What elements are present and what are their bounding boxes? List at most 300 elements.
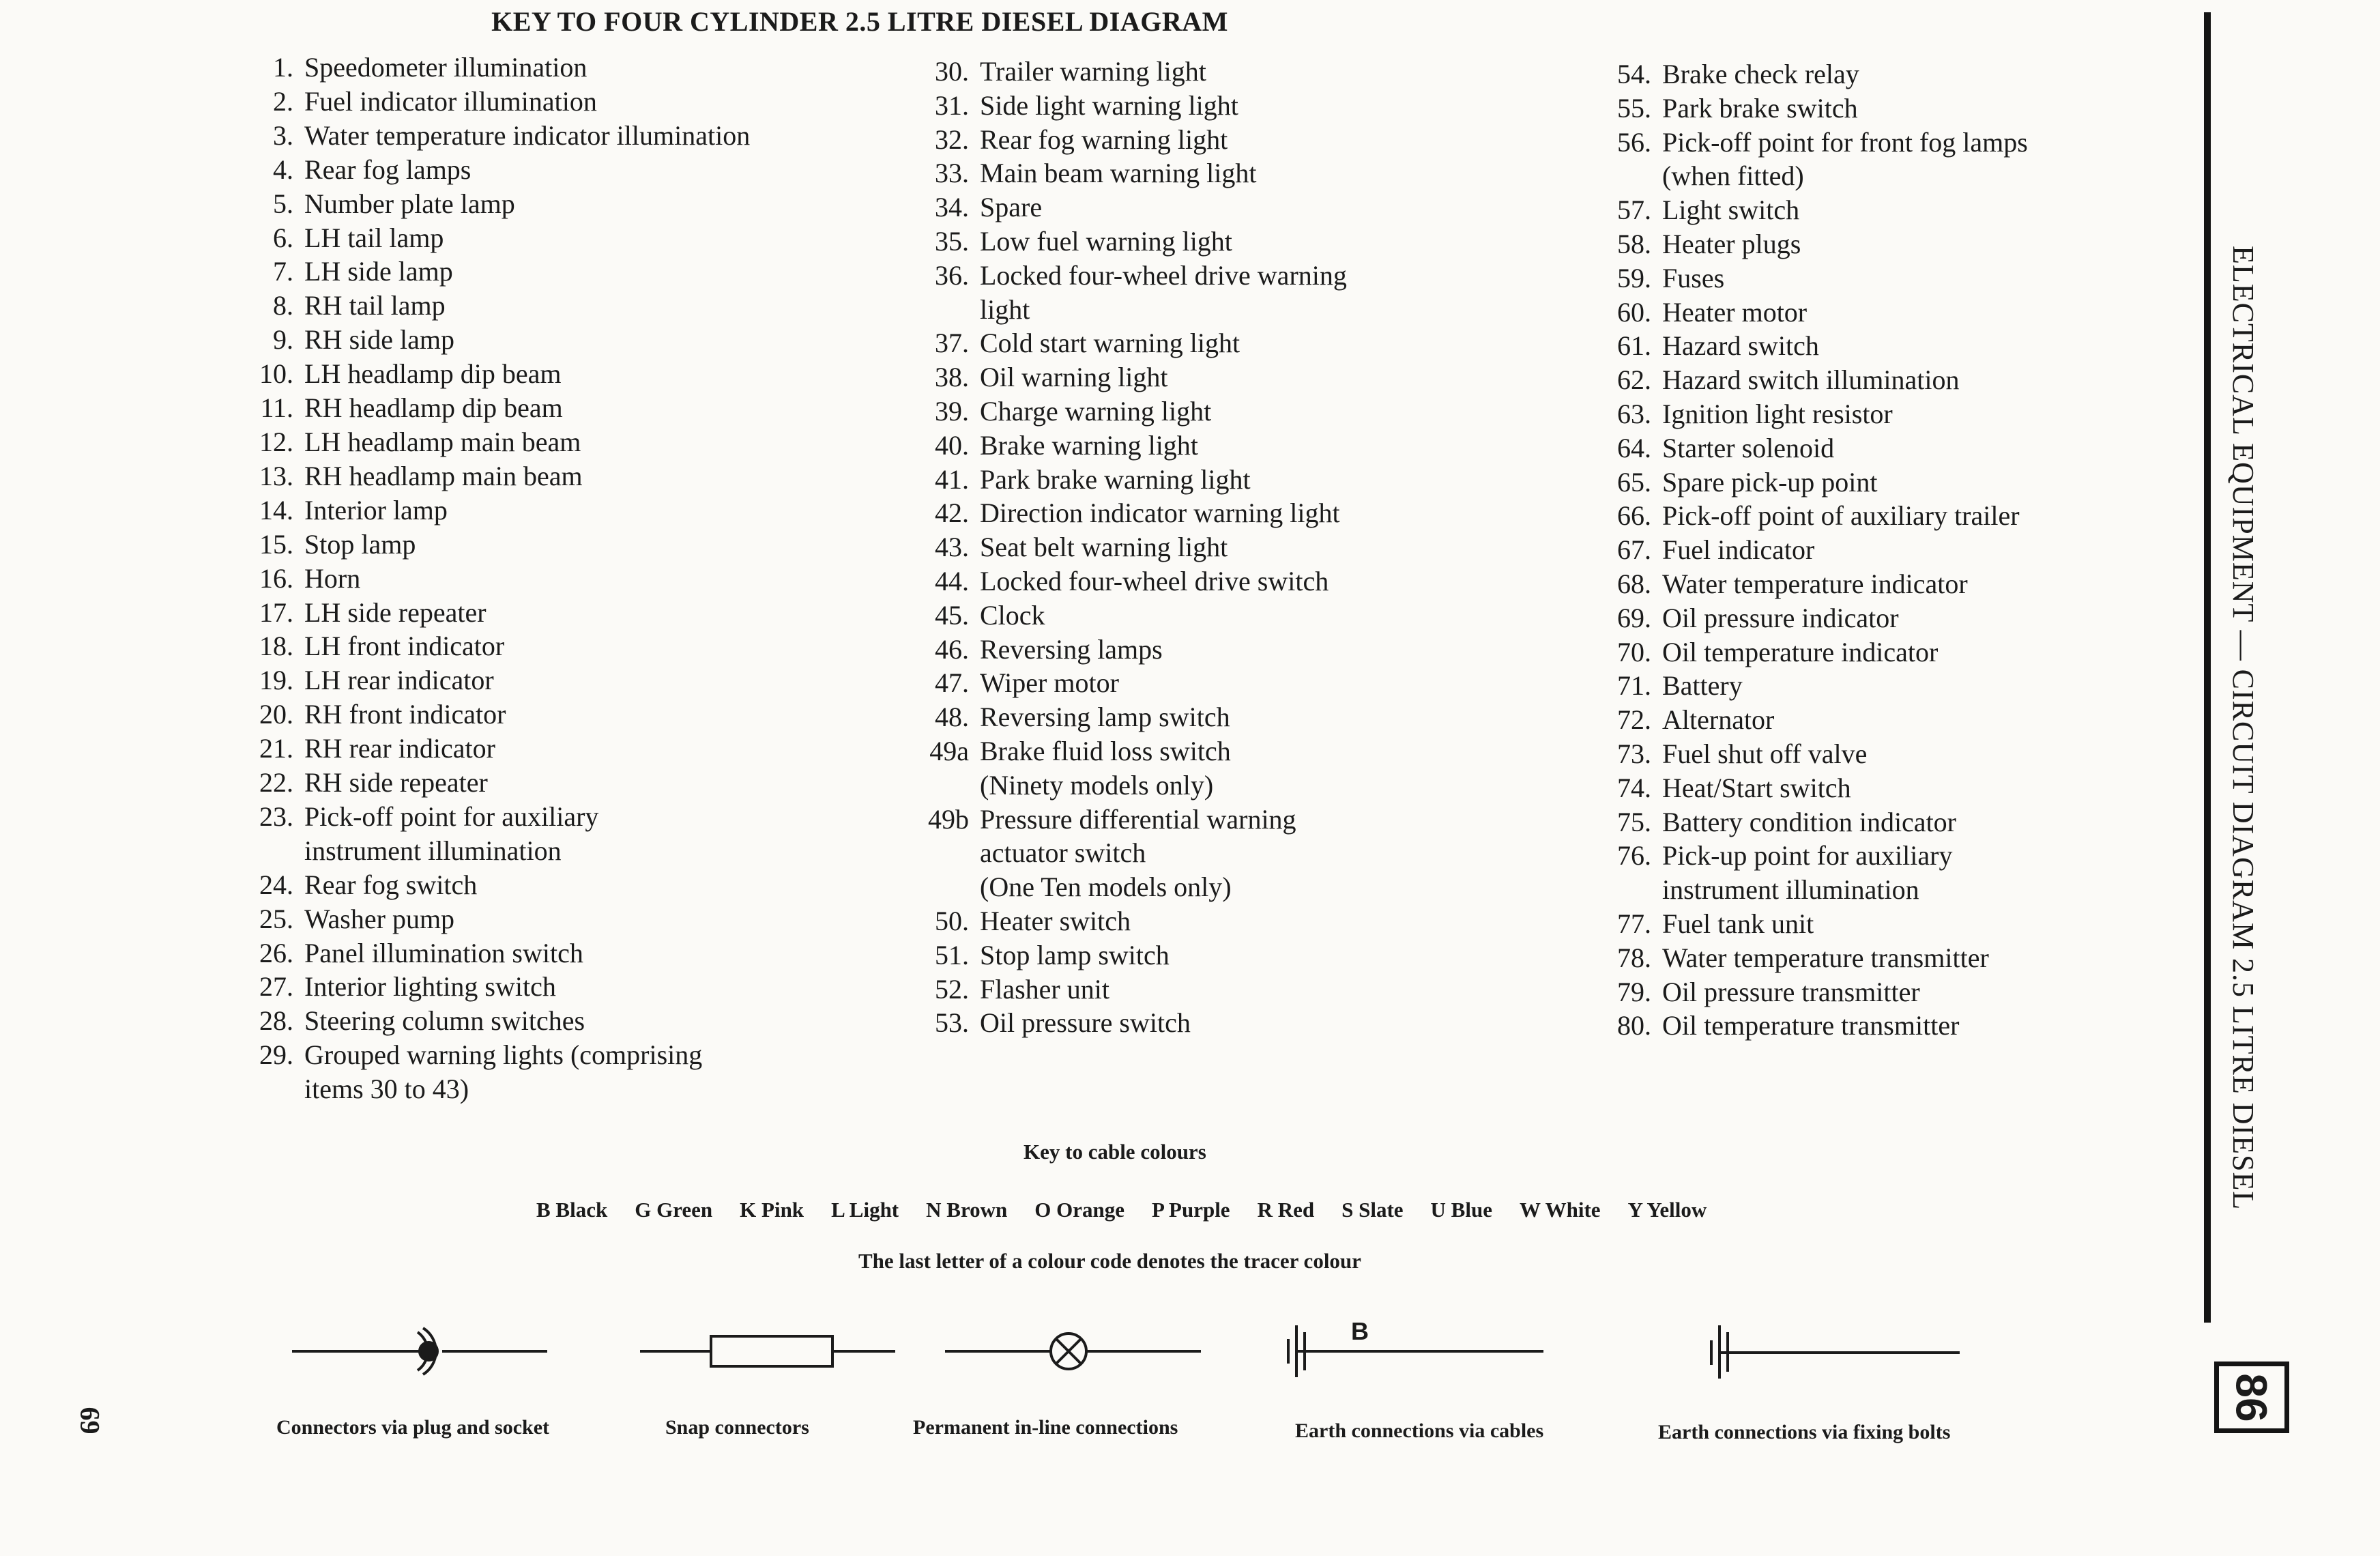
key-entry-text: instrument illumination: [304, 835, 562, 866]
key-entry-number: 9.: [273, 324, 293, 356]
key-entry-number: 50.: [935, 905, 969, 936]
key-entry-text: Reversing lamps: [980, 633, 1163, 665]
key-entry-text: Brake check relay: [1662, 59, 1859, 89]
key-entry: [232, 391, 914, 425]
colour-code: R Red: [1257, 1198, 1315, 1222]
key-entry-number: 42.: [935, 498, 969, 529]
key-entry: [232, 663, 914, 697]
key-entry-text: LH headlamp main beam: [304, 426, 581, 457]
key-entry-text: Rear fog switch: [304, 869, 478, 900]
key-entry-text: Main beam warning light: [980, 158, 1257, 189]
key-entry-text: Water temperature indicator: [1662, 568, 1968, 599]
key-entry: [232, 459, 914, 493]
key-entry: [908, 599, 1590, 633]
key-entry-number: [232, 834, 304, 868]
key-entry-text: Fuel shut off valve: [1662, 738, 1868, 769]
key-entry: [1590, 1009, 2204, 1043]
key-entry-text: RH headlamp main beam: [304, 460, 583, 491]
key-entry-number: [908, 836, 980, 870]
colour-code: K Pink: [740, 1198, 804, 1222]
key-entry-number: 30.: [935, 56, 969, 87]
key-entry-text: Brake fluid loss switch: [980, 735, 1231, 766]
colour-code: W White: [1519, 1198, 1601, 1222]
key-entry: [1590, 363, 2204, 397]
key-entry: [1590, 261, 2204, 296]
key-entry-number: 16.: [259, 562, 293, 594]
key-entry-text: Horn: [304, 562, 361, 594]
key-entry: [1590, 57, 2204, 91]
key-entry-number: 26.: [259, 937, 293, 968]
key-entry-text: Pick-off point for front fog lamps: [1662, 126, 2028, 158]
key-entry: [232, 562, 914, 596]
key-entry-number: 47.: [935, 667, 969, 699]
key-entry-text: Pressure differential warning: [980, 803, 1296, 835]
colour-code: G Green: [635, 1198, 713, 1222]
key-entry-text: Heater motor: [1662, 296, 1808, 328]
key-entry-number: 33.: [935, 158, 969, 189]
key-entry: [232, 528, 914, 562]
key-entry-number: 68.: [1617, 568, 1651, 599]
key-entry-text: Light switch: [1662, 194, 1800, 226]
key-entry-text: Stop lamp: [304, 528, 416, 560]
key-entry-text: Interior lighting switch: [304, 971, 556, 1003]
key-entry-text: Fuses: [1662, 262, 1725, 293]
key-entry-number: 74.: [1617, 772, 1651, 803]
key-entry: [232, 970, 914, 1004]
key-entry: [1590, 91, 2204, 126]
side-section-title: ELECTRICAL EQUIPMENT — CIRCUIT DIAGRAM 2.5 LITRE DIESEL: [2226, 246, 2260, 1211]
earth-cable-marker: B: [1351, 1317, 1369, 1345]
key-entry: [232, 119, 914, 153]
key-entry: [908, 429, 1590, 463]
key-entry-text: Ignition light resistor: [1662, 398, 1893, 429]
key-entry-text: Park brake warning light: [980, 463, 1251, 495]
key-entry-text: (Ninety models only): [980, 769, 1214, 801]
key-entry: [908, 225, 1590, 259]
key-entry-number: 59.: [1617, 262, 1651, 293]
page-title: KEY TO FOUR CYLINDER 2.5 LITRE DIESEL DIAGRAM: [491, 6, 1228, 37]
key-entry-number: 61.: [1617, 330, 1651, 362]
key-entry-number: 57.: [1617, 194, 1651, 226]
colour-code: N Brown: [926, 1198, 1008, 1222]
key-entry-number: 56.: [1617, 126, 1651, 158]
key-entry-text: items 30 to 43): [304, 1074, 469, 1105]
key-entry: [232, 153, 914, 187]
key-entry-text: Speedometer illumination: [304, 52, 587, 83]
key-entry-number: 77.: [1617, 908, 1651, 939]
key-entry-text: actuator switch: [980, 837, 1146, 869]
key-entry-number: 21.: [259, 733, 293, 764]
page-number: 69: [74, 1407, 106, 1435]
inline-connection-icon: [945, 1334, 1201, 1369]
key-entry-text: RH rear indicator: [304, 733, 495, 764]
key-entry-text: Oil pressure indicator: [1662, 602, 1899, 633]
key-entry: [1590, 771, 2204, 805]
key-entry: [908, 156, 1590, 190]
key-entry: [232, 596, 914, 630]
key-entry: [908, 530, 1590, 564]
key-entry-number: 36.: [935, 259, 969, 291]
key-entry-text: Hazard switch illumination: [1662, 364, 1960, 396]
key-entry-number: 12.: [259, 426, 293, 457]
key-entry: [232, 357, 914, 391]
key-entry-text: Interior lamp: [304, 494, 448, 525]
colour-code: P Purple: [1152, 1198, 1230, 1222]
key-entry-number: 32.: [935, 124, 969, 155]
key-entry: [1590, 159, 2204, 193]
key-entry-text: Rear fog lamps: [304, 154, 471, 185]
side-rule: [2204, 12, 2211, 1323]
key-entry-number: 76.: [1617, 840, 1651, 871]
key-entry-text: Low fuel warning light: [980, 225, 1232, 257]
key-entry: [232, 902, 914, 936]
key-entry-number: 78.: [1617, 942, 1651, 973]
key-entry-number: 2.: [273, 85, 293, 117]
key-entry-number: 17.: [259, 596, 293, 628]
key-entry-number: 44.: [935, 565, 969, 596]
colour-code: U Blue: [1430, 1198, 1492, 1222]
key-entry-number: 70.: [1617, 636, 1651, 667]
key-entry-text: RH side lamp: [304, 324, 454, 356]
key-column-2: [908, 55, 1590, 1040]
section-number-box: [2214, 1362, 2289, 1433]
key-entry-text: Seat belt warning light: [980, 532, 1228, 563]
key-entry-text: Oil warning light: [980, 362, 1168, 393]
earth-cable-label: Earth connections via cables: [1295, 1420, 1544, 1442]
key-entry-text: LH side repeater: [304, 596, 487, 628]
key-entry-number: 19.: [259, 665, 293, 696]
key-entry: [1590, 703, 2204, 737]
key-entry-text: Hazard switch: [1662, 330, 1819, 362]
key-entry: [908, 190, 1590, 225]
key-entry-text: Locked four-wheel drive switch: [980, 565, 1329, 596]
key-entry-text: Heater plugs: [1662, 228, 1801, 259]
key-entry-number: [908, 870, 980, 904]
key-entry-text: Heater switch: [980, 905, 1131, 936]
key-entry: [1590, 126, 2204, 160]
key-entry: [908, 734, 1590, 768]
key-entry-number: 43.: [935, 532, 969, 563]
key-entry: [232, 85, 914, 119]
key-entry-number: 55.: [1617, 92, 1651, 124]
key-entry: [1590, 737, 2204, 771]
key-entry-text: Panel illumination switch: [304, 937, 583, 968]
plug-socket-label: Connectors via plug and socket: [276, 1416, 550, 1439]
key-entry: [1590, 907, 2204, 941]
key-entry: [908, 123, 1590, 157]
key-entry-text: LH rear indicator: [304, 665, 494, 696]
key-entry: [908, 89, 1590, 123]
key-entry-text: LH tail lamp: [304, 222, 444, 253]
key-entry-text: Park brake switch: [1662, 92, 1858, 124]
key-entry-number: 40.: [935, 429, 969, 461]
key-entry: [908, 938, 1590, 972]
key-entry: [908, 666, 1590, 700]
key-entry-text: Water temperature transmitter: [1662, 942, 1989, 973]
key-entry-number: 5.: [273, 188, 293, 219]
key-entry-number: 35.: [935, 225, 969, 257]
key-entry: [232, 766, 914, 800]
key-entry-text: Spare pick-up point: [1662, 466, 1878, 498]
key-entry: [232, 1004, 914, 1038]
key-entry-number: 52.: [935, 973, 969, 1005]
key-entry-number: 48.: [935, 702, 969, 733]
key-entry: [232, 834, 914, 868]
key-entry-text: instrument illumination: [1662, 874, 1919, 906]
section-number: 86: [2227, 1372, 2276, 1422]
key-entry-text: (One Ten models only): [980, 871, 1232, 903]
key-entry-number: 18.: [259, 631, 293, 662]
key-entry-number: 25.: [259, 903, 293, 934]
key-entry-number: 58.: [1617, 228, 1651, 259]
key-entry-number: [908, 293, 980, 327]
key-entry-text: Grouped warning lights (comprising: [304, 1039, 703, 1071]
key-entry-text: Heat/Start switch: [1662, 772, 1851, 803]
key-entry-number: 22.: [259, 767, 293, 798]
key-entry: [1590, 533, 2204, 567]
earth-bolt-icon: [1711, 1325, 1960, 1379]
key-entry-number: 73.: [1617, 738, 1651, 769]
key-entry: [232, 221, 914, 255]
key-entry: [1590, 601, 2204, 635]
key-entry-number: [908, 768, 980, 803]
key-entry-number: 3.: [273, 119, 293, 151]
key-entry-text: Brake warning light: [980, 429, 1198, 461]
key-entry-text: Battery condition indicator: [1662, 806, 1956, 837]
key-entry-number: 24.: [259, 869, 293, 900]
key-entry: [908, 870, 1590, 904]
key-entry: [908, 972, 1590, 1007]
key-entry: [908, 904, 1590, 938]
key-entry: [1590, 839, 2204, 873]
key-entry-text: Locked four-wheel drive warning: [980, 259, 1347, 291]
key-entry-number: 39.: [935, 395, 969, 427]
key-entry-text: LH front indicator: [304, 631, 505, 662]
key-entry-text: Battery: [1662, 670, 1743, 702]
key-entry-text: RH front indicator: [304, 699, 506, 730]
key-entry: [908, 394, 1590, 429]
key-entry-text: LH headlamp dip beam: [304, 358, 562, 390]
key-entry: [1590, 635, 2204, 669]
key-entry-number: 10.: [259, 358, 293, 390]
key-entry-number: 65.: [1617, 466, 1651, 498]
key-entry-number: 20.: [259, 699, 293, 730]
key-entry-number: 51.: [935, 939, 969, 970]
colour-code: Y Yellow: [1627, 1198, 1707, 1222]
key-entry-text: Pick-up point for auxiliary: [1662, 840, 1953, 871]
key-entry-text: Spare: [980, 192, 1043, 223]
key-entry-number: 71.: [1617, 670, 1651, 702]
key-entry: [908, 360, 1590, 394]
key-entry-number: 38.: [935, 362, 969, 393]
key-entry-number: 46.: [935, 633, 969, 665]
key-entry-text: Stop lamp switch: [980, 939, 1170, 970]
key-entry-number: 6.: [273, 222, 293, 253]
key-entry: [232, 51, 914, 85]
earth-cable-icon: [1288, 1317, 1543, 1377]
key-entry: [908, 259, 1590, 293]
key-entry: [908, 293, 1590, 327]
key-entry-text: Washer pump: [304, 903, 455, 934]
key-entry-text: Cold start warning light: [980, 328, 1240, 359]
key-entry: [232, 323, 914, 357]
key-entry: [232, 493, 914, 528]
key-entry-text: Reversing lamp switch: [980, 702, 1230, 733]
key-entry-text: Pick-off point for auxiliary: [304, 801, 599, 832]
key-entry-number: 79.: [1617, 976, 1651, 1007]
key-entry-text: Oil pressure transmitter: [1662, 976, 1920, 1007]
key-entry-number: 54.: [1617, 59, 1651, 89]
colour-code: O Orange: [1034, 1198, 1125, 1222]
key-entry-number: [1590, 159, 1662, 193]
key-entry: [1590, 431, 2204, 465]
key-entry-text: RH headlamp dip beam: [304, 392, 563, 424]
key-entry-text: Pick-off point of auxiliary trailer: [1662, 500, 2020, 532]
key-entry: [908, 564, 1590, 599]
key-entry-number: 11.: [260, 392, 293, 424]
key-entry: [1590, 941, 2204, 975]
key-entry-number: 66.: [1617, 500, 1651, 532]
key-entry: [232, 629, 914, 663]
key-entry-text: Fuel indicator illumination: [304, 85, 597, 117]
key-entry-number: 64.: [1617, 432, 1651, 463]
key-entry: [232, 800, 914, 834]
key-entry-text: RH side repeater: [304, 767, 488, 798]
snap-connector-label: Snap connectors: [665, 1416, 809, 1439]
cable-colour-list: [536, 1198, 1707, 1222]
key-entry-text: Oil temperature transmitter: [1662, 1010, 1960, 1041]
colour-code: B Black: [536, 1198, 608, 1222]
key-entry-text: Clock: [980, 599, 1045, 631]
key-entry-number: 29.: [259, 1039, 293, 1071]
key-entry-text: Wiper motor: [980, 667, 1119, 699]
key-entry: [908, 836, 1590, 870]
key-entry-text: Starter solenoid: [1662, 432, 1835, 463]
key-entry-text: Number plate lamp: [304, 188, 515, 219]
key-entry: [232, 187, 914, 221]
key-entry-text: Fuel indicator: [1662, 534, 1815, 566]
key-entry-number: 8.: [273, 290, 293, 321]
key-entry-number: 69.: [1617, 602, 1651, 633]
key-entry: [908, 700, 1590, 734]
key-entry-text: Rear fog warning light: [980, 124, 1228, 155]
key-entry-number: 13.: [259, 460, 293, 491]
key-entry-number: 60.: [1617, 296, 1651, 328]
key-entry: [1590, 499, 2204, 533]
key-entry-number: [1590, 873, 1662, 907]
key-entry: [1590, 397, 2204, 431]
key-entry-number: 41.: [935, 463, 969, 495]
key-column-3: [1590, 57, 2204, 1043]
key-entry: [232, 732, 914, 766]
key-entry-number: 62.: [1617, 364, 1651, 396]
key-entry-text: Charge warning light: [980, 395, 1212, 427]
key-entry-number: 34.: [935, 192, 969, 223]
key-entry-number: 15.: [259, 528, 293, 560]
key-entry: [1590, 296, 2204, 330]
key-entry-number: 67.: [1617, 534, 1651, 566]
key-entry-text: LH side lamp: [304, 256, 453, 287]
key-entry-number: [232, 1072, 304, 1106]
plug-socket-connector-icon: [292, 1328, 547, 1374]
key-entry: [232, 425, 914, 459]
key-entry-text: light: [980, 293, 1030, 325]
key-entry: [908, 326, 1590, 360]
key-entry-text: Side light warning light: [980, 89, 1238, 121]
key-entry-text: Alternator: [1662, 704, 1775, 736]
key-entry-number: 27.: [259, 971, 293, 1003]
key-entry: [1590, 873, 2204, 907]
key-entry: [232, 868, 914, 902]
key-entry: [1590, 193, 2204, 227]
key-entry-number: 4.: [273, 154, 293, 185]
key-entry: [1590, 669, 2204, 703]
key-entry-number: 1.: [273, 52, 293, 83]
key-entry: [1590, 567, 2204, 601]
key-entry: [232, 936, 914, 970]
key-entry: [232, 289, 914, 323]
key-entry: [908, 463, 1590, 497]
key-entry-number: 7.: [273, 256, 293, 287]
key-entry-text: Water temperature indicator illumination: [304, 119, 751, 151]
key-entry-text: RH tail lamp: [304, 290, 446, 321]
key-entry-number: 49a: [929, 735, 969, 766]
key-entry-text: Fuel tank unit: [1662, 908, 1814, 939]
key-entry-number: 28.: [259, 1005, 293, 1037]
key-entry: [908, 633, 1590, 667]
tracer-colour-note: The last letter of a colour code denotes the tracer colour: [858, 1249, 1361, 1273]
key-entry: [908, 803, 1590, 837]
key-entry: [232, 1072, 914, 1106]
snap-connector-icon: [640, 1336, 895, 1366]
key-entry-number: 53.: [935, 1007, 969, 1039]
key-entry-number: 72.: [1617, 704, 1651, 736]
key-entry-number: 63.: [1617, 398, 1651, 429]
key-entry-number: 23.: [259, 801, 293, 832]
key-entry-number: 80.: [1617, 1010, 1651, 1041]
key-entry: [908, 496, 1590, 530]
key-entry: [232, 1038, 914, 1072]
key-entry: [908, 55, 1590, 89]
key-entry-number: 14.: [259, 494, 293, 525]
inline-connection-label: Permanent in-line connections: [913, 1416, 1178, 1439]
key-entry-number: 31.: [935, 89, 969, 121]
key-entry-text: Steering column switches: [304, 1005, 585, 1037]
key-entry: [1590, 805, 2204, 839]
colour-code: L Light: [831, 1198, 899, 1222]
key-entry-text: (when fitted): [1662, 160, 1804, 192]
key-entry-number: 75.: [1617, 806, 1651, 837]
key-entry-number: 45.: [935, 599, 969, 631]
cable-colour-heading: Key to cable colours: [1024, 1140, 1206, 1164]
key-entry: [232, 255, 914, 289]
key-entry-text: Direction indicator warning light: [980, 498, 1340, 529]
key-entry: [1590, 329, 2204, 363]
key-entry-text: Trailer warning light: [980, 56, 1206, 87]
key-entry-number: 49b: [928, 803, 969, 835]
colour-code: S Slate: [1341, 1198, 1404, 1222]
key-entry: [232, 697, 914, 732]
key-entry: [908, 768, 1590, 803]
key-entry-text: Flasher unit: [980, 973, 1109, 1005]
key-column-1: [232, 51, 914, 1106]
key-entry-number: 37.: [935, 328, 969, 359]
key-entry: [1590, 975, 2204, 1009]
earth-bolt-label: Earth connections via fixing bolts: [1658, 1421, 1951, 1443]
key-entry: [1590, 227, 2204, 261]
key-entry: [1590, 465, 2204, 500]
key-entry-text: Oil temperature indicator: [1662, 636, 1939, 667]
